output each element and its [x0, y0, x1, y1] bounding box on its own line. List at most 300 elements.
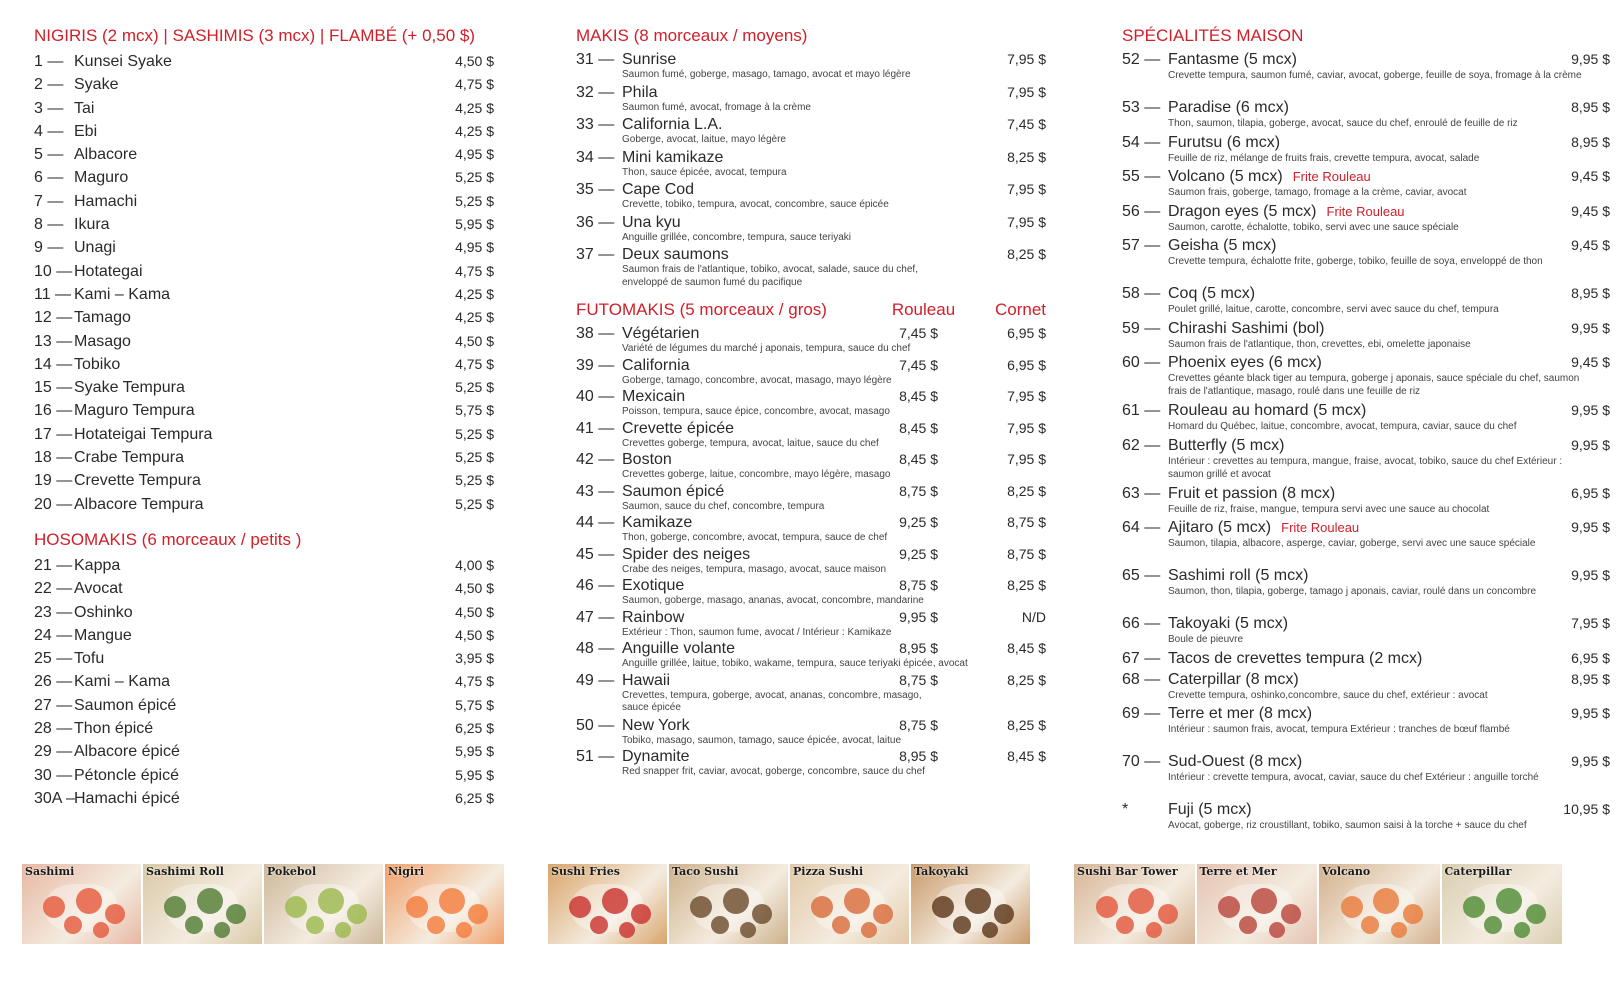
item-number: 24 — [34, 626, 73, 644]
food-photo [1319, 864, 1440, 944]
food-piece [1341, 896, 1363, 918]
item-price: 7,95 $ [1007, 213, 1046, 230]
item-number: 31 — [576, 51, 615, 68]
item-number: 30 — [34, 766, 73, 784]
food-piece [93, 922, 109, 938]
item-price: 9,95 $ [1571, 319, 1610, 336]
rouleau-price: 7,45 $ [899, 356, 938, 373]
item-name: Kamikaze [622, 514, 693, 531]
food-piece [953, 916, 971, 934]
item-name: Tofu [74, 650, 105, 668]
item-name: Dynamite [622, 748, 690, 765]
makis-item [576, 180, 1046, 213]
item-description: Crevettes goberge, tempura, avocat, laitue, sauce du chef [622, 437, 879, 449]
item-price: 9,95 $ [1571, 51, 1610, 67]
cornet-price: 6,95 $ [1007, 356, 1046, 373]
item-row [576, 324, 1046, 343]
item-row [576, 387, 1046, 406]
item-name: Albacore Tempura [74, 495, 204, 513]
item-number: 51 — [576, 748, 615, 765]
item-row [576, 482, 1046, 501]
item-number: 8 — [34, 216, 64, 234]
nigiris-list [34, 50, 494, 516]
photo-caption: Sashimi [25, 865, 75, 878]
item-row [576, 513, 1046, 532]
item-name: Sud-Ouest (8 mcx) [1168, 753, 1303, 770]
futomakis-item [576, 747, 1046, 779]
item-price: 8,95 $ [1571, 133, 1610, 150]
item-number: 32 — [576, 83, 615, 101]
specialite-item [1122, 50, 1610, 98]
item-name: California L.A. [622, 116, 723, 133]
item-row [1122, 566, 1610, 585]
item-price: 7,95 $ [1007, 181, 1046, 197]
futomakis-item [576, 450, 1046, 482]
item-price: 4,25 $ [455, 285, 494, 302]
specialite-item [1122, 401, 1610, 436]
item-row [576, 450, 1046, 469]
item-number: 25 — [34, 650, 73, 668]
item-description: Thon, sauce épicée, avocat, tempura [622, 166, 787, 178]
nigiris-item [34, 236, 494, 259]
item-number: 28 — [34, 720, 73, 738]
item-name-wrap [1168, 614, 1520, 633]
item-row [576, 639, 1046, 658]
cornet-price: 8,25 $ [1007, 716, 1046, 733]
specialite-item [1122, 353, 1610, 401]
item-row [576, 115, 1046, 134]
item-number: * [1122, 801, 1129, 818]
hosomakis-item [34, 740, 494, 763]
item-row [576, 545, 1046, 564]
futomakis-item [576, 513, 1046, 545]
item-name: Chirashi Sashimi (bol) [1168, 319, 1325, 337]
futomakis-item [576, 716, 1046, 748]
food-piece [456, 922, 472, 938]
cornet-price: 8,75 $ [1007, 514, 1046, 530]
makis-item [576, 213, 1046, 246]
item-price: 7,45 $ [1007, 116, 1046, 132]
item-name: Thon épicé [74, 720, 154, 738]
item-name: New York [622, 716, 690, 734]
item-description: Saumon fumé, avocat, fromage à la crème [622, 101, 811, 113]
nigiris-item [34, 97, 494, 120]
item-price: 4,75 $ [455, 673, 494, 690]
food-piece [185, 916, 203, 934]
specialite-item [1122, 614, 1610, 649]
item-number: 55 — [1122, 168, 1161, 185]
frite-rouleau-tag: Frite Rouleau [1292, 169, 1371, 184]
item-name: Anguille volante [622, 640, 735, 657]
item-price: 9,95 $ [1571, 402, 1610, 418]
food-piece [1526, 904, 1546, 924]
hosomakis-item [34, 647, 494, 670]
item-price: 6,25 $ [455, 789, 494, 806]
food-piece [76, 888, 102, 914]
item-row [1122, 518, 1610, 537]
item-number: 11 — [34, 285, 72, 303]
item-row [576, 245, 1046, 264]
item-price: 6,25 $ [455, 720, 494, 737]
item-name-wrap [1168, 566, 1520, 585]
nigiris-item [34, 283, 494, 306]
hosomakis-item [34, 694, 494, 717]
hosomakis-item [34, 764, 494, 787]
item-number: 14 — [34, 355, 73, 373]
item-row [1122, 353, 1610, 372]
item-name: Hotategai [74, 262, 143, 280]
item-number: 12 — [34, 309, 73, 327]
item-row [1122, 284, 1610, 303]
item-description-2: enveloppé de saumon fumé du pacifique [622, 276, 803, 288]
item-price: 5,25 $ [455, 169, 494, 186]
item-name: Albacore [74, 146, 138, 164]
item-row [1122, 401, 1610, 420]
food-piece [1403, 904, 1423, 924]
item-description: Crevettes, tempura, goberge, avocat, ananas, concombre, masago, [622, 689, 922, 701]
item-row [576, 356, 1046, 375]
item-description: Feuille de riz, fraise, mangue, tempura servi avec une sauce au chocolat [1168, 503, 1490, 515]
item-name: Mini kamikaze [622, 148, 724, 166]
item-number: 42 — [576, 451, 615, 468]
item-price: 6,95 $ [1571, 649, 1610, 666]
item-description: Crevette tempura, échalotte frite, goberge, tobiko, feuille de soya, enveloppé de thon [1168, 256, 1543, 267]
nigiris-item [34, 376, 494, 399]
item-name: Unagi [74, 239, 116, 257]
food-piece [306, 916, 324, 934]
item-name-wrap [1168, 353, 1520, 372]
item-name: Hamachi [74, 192, 138, 210]
food-piece [873, 904, 893, 924]
item-row [1122, 236, 1610, 255]
item-description: Goberge, avocat, laitue, mayo légère [622, 134, 786, 145]
futomakis-item [576, 356, 1046, 388]
futomakis-item [576, 387, 1046, 419]
item-name-wrap [1168, 518, 1520, 537]
item-name-wrap [1168, 319, 1520, 338]
photo-caption: Sushi Fries [551, 865, 620, 878]
photo-caption: Sashimi Roll [146, 865, 224, 878]
item-row [1122, 752, 1610, 771]
food-photo [1442, 864, 1563, 944]
item-number: 2 — [34, 76, 64, 94]
item-name: Kunsei Syake [74, 53, 172, 70]
item-price: 9,95 $ [1571, 753, 1610, 769]
item-name: Phila [622, 83, 658, 101]
item-name: Rouleau au homard (5 mcx) [1168, 402, 1367, 419]
specialite-item [1122, 98, 1610, 133]
item-number: 53 — [1122, 99, 1161, 116]
food-photo [264, 864, 383, 944]
item-description: Crevettes goberge, laitue, concombre, mayo légère, masago [622, 469, 891, 480]
item-name: Butterfly (5 mcx) [1168, 436, 1285, 454]
nigiris-item [34, 143, 494, 166]
item-name: Masago [74, 332, 131, 350]
item-number: 66 — [1122, 615, 1161, 632]
food-piece [590, 916, 608, 934]
item-number: 13 — [34, 332, 73, 350]
food-piece [1514, 922, 1530, 938]
item-number: 65 — [1122, 567, 1161, 584]
specialite-item [1122, 649, 1610, 670]
item-description: Crevette tempura, saumon fumé, caviar, avocat, goberge, feuille de soya, fromage à la crème [1168, 70, 1582, 81]
makis-list [576, 50, 1046, 290]
item-description: Crevette, tobiko, tempura, avocat, concombre, sauce épicée [622, 199, 889, 210]
cornet-price: 7,95 $ [1007, 388, 1046, 404]
item-price: 5,75 $ [455, 696, 494, 713]
item-name: California [622, 356, 690, 374]
item-price: 9,45 $ [1571, 354, 1610, 370]
food-piece [752, 904, 772, 924]
item-price: 5,25 $ [455, 192, 494, 209]
item-name: Tai [74, 99, 95, 117]
food-piece [832, 916, 850, 934]
rouleau-price: 8,75 $ [899, 716, 938, 733]
item-number: 10 — [34, 262, 73, 280]
futomakis-rouleau-header: Rouleau [891, 300, 956, 319]
item-number: 7 — [34, 192, 64, 210]
item-name: Végétarien [622, 325, 700, 342]
food-photo [1197, 864, 1318, 944]
item-price: 5,95 $ [455, 766, 494, 783]
futomakis-item [576, 608, 1046, 640]
item-price: 3,95 $ [455, 650, 494, 667]
item-description: Avocat, goberge, riz croustillant, tobiko, saumon saisi à la torche + sauce du chef [1168, 820, 1527, 831]
item-price: 4,00 $ [455, 556, 494, 573]
nigiris-section-title: NIGIRIS (2 mcx) | SASHIMIS (3 mcx) | FLAMBÉ (+ 0,50 $) [34, 26, 475, 45]
specialites-section-title: SPÉCIALITÉS MAISON [1122, 26, 1304, 45]
food-piece [740, 922, 756, 938]
futomakis-item [576, 482, 1046, 514]
item-number: 45 — [576, 545, 615, 563]
item-description: Saumon, tilapia, albacore, asperge, caviar, goberge, servi avec une sauce spéciale [1168, 538, 1536, 549]
item-description: Intérieur : saumon frais, avocat, tempura Extérieur : tranches de bœuf flambé [1168, 724, 1510, 735]
item-description: Anguille grillée, concombre, tempura, sauce teriyaki [622, 231, 851, 243]
item-name-wrap [1168, 752, 1520, 771]
hosomakis-section-title: HOSOMAKIS (6 morceaux / petits ) [34, 529, 302, 549]
futomakis-list [576, 324, 1046, 779]
item-name: Maguro Tempura [74, 402, 195, 420]
item-price: 9,95 $ [1571, 567, 1610, 583]
item-price: 6,95 $ [1571, 484, 1610, 501]
item-price: 5,75 $ [455, 402, 494, 419]
item-name: Saumon épicé [74, 696, 177, 714]
food-piece [439, 888, 465, 914]
item-name: Volcano (5 mcx) [1168, 168, 1283, 185]
item-description: Homard du Québec, laitue, concombre, avocat, tempura, caviar, sauce du chef [1168, 421, 1517, 432]
futomakis-cornet-header: Cornet [994, 300, 1046, 319]
item-number: 48 — [576, 640, 615, 657]
food-piece [105, 904, 125, 924]
item-name: Kami – Kama [74, 673, 171, 691]
specialite-item [1122, 133, 1610, 168]
food-piece [1239, 916, 1257, 934]
item-price: 5,25 $ [455, 379, 494, 396]
item-price: 4,95 $ [455, 146, 494, 163]
item-price: 4,75 $ [455, 355, 494, 372]
food-photo [669, 864, 788, 944]
item-price: 5,95 $ [455, 743, 494, 760]
item-description: Saumon frais de l'atlantique, thon, crevettes, ebi, omelette japonaise [1168, 338, 1471, 350]
food-piece [965, 888, 991, 914]
cornet-price: 7,95 $ [1007, 451, 1046, 467]
nigiris-item [34, 213, 494, 236]
item-number: 56 — [1122, 202, 1161, 220]
item-name: Tobiko [74, 355, 121, 373]
item-row [1122, 436, 1610, 455]
nigiris-item [34, 353, 494, 376]
item-row [1122, 704, 1610, 723]
item-name: Boston [622, 451, 672, 468]
item-name-wrap [1168, 50, 1520, 69]
rouleau-price: 8,95 $ [899, 748, 938, 764]
specialite-item [1122, 566, 1610, 614]
item-price: 7,95 $ [1571, 615, 1610, 631]
item-description: Saumon frais, goberge, tamago, fromage a la crème, caviar, avocat [1168, 187, 1467, 198]
item-name: Hamachi épicé [74, 789, 180, 807]
specialite-item [1122, 236, 1610, 284]
item-name-wrap [1168, 236, 1520, 255]
food-piece [982, 922, 998, 938]
item-name: Maguro [74, 169, 129, 187]
specialite-item [1122, 752, 1610, 800]
nigiris-item [34, 330, 494, 353]
food-piece [1251, 888, 1277, 914]
item-row [576, 180, 1046, 199]
item-name: Crevette Tempura [74, 472, 201, 490]
item-row [576, 576, 1046, 595]
menu-column-3 [1122, 22, 1610, 835]
item-price: 8,95 $ [1571, 670, 1610, 687]
photo-caption: Takoyaki [914, 865, 969, 878]
item-number: 37 — [576, 246, 615, 263]
item-name: Una kyu [622, 213, 681, 231]
item-description: Boule de pieuvre [1168, 634, 1244, 645]
item-name: Paradise (6 mcx) [1168, 99, 1289, 116]
item-name: Takoyaki (5 mcx) [1168, 615, 1289, 632]
menu-column-1 [34, 22, 494, 810]
item-number: 17 — [34, 425, 73, 443]
item-number: 43 — [576, 482, 615, 500]
item-row [576, 213, 1046, 232]
item-name: Ajitaro (5 mcx) [1168, 519, 1272, 536]
hosomakis-item [34, 624, 494, 647]
specialite-item [1122, 284, 1610, 319]
cornet-price: 8,25 $ [1007, 671, 1046, 688]
makis-section-title: MAKIS (8 morceaux / moyens) [576, 26, 808, 45]
item-name: Kappa [74, 556, 121, 574]
specialite-item [1122, 319, 1610, 354]
cornet-price: 8,45 $ [1007, 748, 1046, 764]
item-price: 9,95 $ [1571, 436, 1610, 453]
nigiris-item [34, 50, 494, 73]
photo-caption: Pizza Sushi [793, 865, 864, 878]
food-piece [711, 916, 729, 934]
item-price: 8,25 $ [1007, 148, 1046, 165]
hosomakis-item [34, 554, 494, 577]
photo-caption: Caterpillar [1444, 865, 1512, 878]
item-price: 5,25 $ [455, 495, 494, 512]
item-number: 40 — [576, 388, 615, 405]
hosomakis-item [34, 717, 494, 740]
rouleau-price: 8,75 $ [899, 577, 938, 593]
item-name-wrap [1168, 284, 1520, 303]
item-name: Avocat [74, 580, 123, 598]
food-piece [1146, 922, 1162, 938]
specialite-item [1122, 670, 1610, 705]
item-row [576, 671, 1046, 690]
item-name: Hotateigai Tempura [74, 425, 213, 443]
item-number: 4 — [34, 122, 64, 140]
food-photo [143, 864, 262, 944]
item-name: Fruit et passion (8 mcx) [1168, 484, 1336, 502]
food-photo [1074, 864, 1195, 944]
specialite-item [1122, 484, 1610, 519]
item-name: Terre et mer (8 mcx) [1168, 705, 1313, 722]
item-price: 4,50 $ [455, 580, 494, 597]
item-number: 58 — [1122, 285, 1161, 302]
photo-caption: Terre et Mer [1199, 865, 1277, 878]
item-name: Tacos de crevettes tempura (2 mcx) [1168, 649, 1423, 667]
item-row [576, 148, 1046, 167]
item-number: 3 — [34, 99, 64, 117]
item-number: 62 — [1122, 436, 1161, 454]
item-description: Thon, goberge, concombre, avocat, tempura, sauce de chef [622, 532, 888, 543]
item-number: 59 — [1122, 319, 1161, 337]
item-price: 4,75 $ [455, 262, 494, 279]
item-price: 4,25 $ [455, 309, 494, 326]
item-number: 46 — [576, 577, 615, 594]
item-number: 63 — [1122, 484, 1161, 502]
item-name: Kami – Kama [74, 285, 171, 303]
item-name-wrap [1168, 401, 1520, 420]
futomakis-item [576, 324, 1046, 356]
item-number: 6 — [34, 169, 64, 187]
futomakis-section-title: FUTOMAKIS (5 morceaux / gros) [576, 300, 827, 319]
item-number: 44 — [576, 514, 615, 531]
hosomakis-list [34, 554, 494, 810]
item-description: Saumon fumé, goberge, masago, tamago, avocat et mayo légère [622, 69, 911, 80]
makis-item [576, 245, 1046, 290]
item-name-wrap [1168, 704, 1520, 723]
item-description: Crevette tempura, oshinko,concombre, sauce du chef, extérieur : avocat [1168, 689, 1488, 701]
item-name: Hawaii [622, 671, 671, 689]
item-description: Goberge, tamago, concombre, avocat, masago, mayo légère [622, 374, 892, 386]
item-price: 10,95 $ [1563, 801, 1610, 817]
item-price: 5,25 $ [455, 425, 494, 442]
food-photo [790, 864, 909, 944]
item-description: Variété de légumes du marché j aponais, tempura, sauce du chef [622, 343, 911, 354]
futomakis-item [576, 639, 1046, 671]
hosomakis-item [34, 670, 494, 693]
item-name: Mexicain [622, 388, 686, 405]
item-description: Extérieur : Thon, saumon fume, avocat / Intérieur : Kamikaze [622, 626, 892, 638]
futomakis-item [576, 545, 1046, 577]
item-name: Pétoncle épicé [74, 766, 179, 784]
item-description: Feuille de riz, mélange de fruits frais, crevette tempura, avocat, salade [1168, 152, 1480, 164]
futomakis-header [576, 296, 1046, 324]
item-number: 35 — [576, 181, 615, 198]
item-number: 26 — [34, 673, 73, 691]
item-row [1122, 670, 1610, 689]
item-description: Red snapper frit, caviar, avocat, goberge, concombre, sauce du chef [622, 766, 925, 777]
food-piece [602, 888, 628, 914]
item-name: Sunrise [622, 51, 677, 68]
item-name: Mangue [74, 626, 132, 644]
item-name-wrap [1168, 436, 1520, 455]
item-name-wrap [1168, 202, 1520, 221]
item-number: 22 — [34, 580, 73, 598]
